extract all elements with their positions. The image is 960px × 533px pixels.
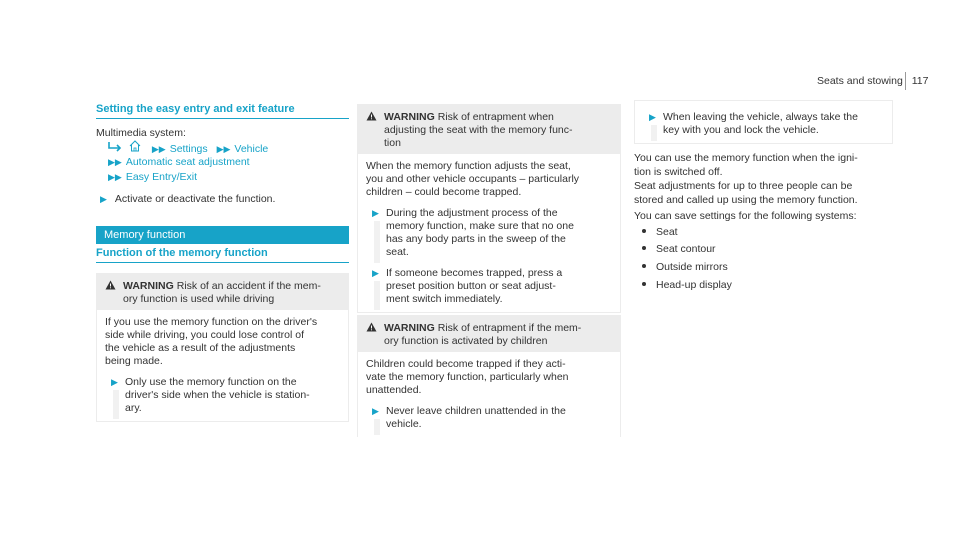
step-arrow-icon: ▶ xyxy=(372,268,379,278)
step-text: Only use the memory function on the xyxy=(125,376,297,388)
list-item xyxy=(642,242,716,256)
step-text: driver's side when the vehicle is station- xyxy=(125,389,310,401)
warning-text: the vehicle as a result of the adjustments xyxy=(105,342,296,354)
menu-settings[interactable]: Settings xyxy=(169,143,208,155)
warning-box-accident xyxy=(96,273,349,422)
chevron-right-icon: ▶▶ xyxy=(108,172,122,182)
step-bar xyxy=(374,221,380,263)
step-text: During the adjustment process of the xyxy=(386,207,558,219)
bullet-dot xyxy=(642,229,646,233)
menu-automatic-seat-adjustment[interactable]: Automatic seat adjustment xyxy=(125,156,250,168)
list-item xyxy=(642,225,678,239)
memory-intro xyxy=(634,151,858,207)
warning-title-cont: adjusting the seat with the memory func- xyxy=(384,124,573,136)
systems-intro: You can save settings for the following systems: xyxy=(634,210,857,222)
running-header xyxy=(817,74,928,88)
step-text: memory function, make sure that no one xyxy=(386,220,574,232)
menu-label: Multimedia system: xyxy=(96,127,186,139)
list-item-text: Seat xyxy=(656,226,678,238)
list-item-text: Outside mirrors xyxy=(656,261,728,273)
paragraph-line: You can use the memory function when the igni- xyxy=(634,152,858,164)
return-arrow-icon xyxy=(108,143,125,155)
warning-box-entrapment-adjusting xyxy=(357,104,621,313)
step-arrow-icon: ▶ xyxy=(649,112,656,122)
menu-easy-entry-exit[interactable]: Easy Entry/Exit xyxy=(125,171,198,183)
warning-header xyxy=(358,316,620,352)
warning-step xyxy=(105,376,340,415)
warning-title-cont: tion xyxy=(384,137,401,149)
chevron-right-icon: ▶▶ xyxy=(108,157,122,167)
menu-path-line-2 xyxy=(108,155,250,169)
warning-text: you and other vehicle occupants – particularly xyxy=(366,173,580,185)
warning-text: If you use the memory function on the driver's xyxy=(105,316,318,328)
warning-text: being made. xyxy=(105,355,163,367)
warning-title-cont: ory function is used while driving xyxy=(123,293,275,305)
list-item-text: Head-up display xyxy=(656,279,732,291)
step-arrow-icon: ▶ xyxy=(100,194,107,204)
activate-step xyxy=(96,192,275,206)
warning-label: WARNING xyxy=(384,322,435,334)
warning-text: children – could become trapped. xyxy=(366,186,522,198)
warning-triangle-icon xyxy=(105,280,116,294)
note-body xyxy=(635,101,892,143)
home-icon[interactable] xyxy=(129,143,144,155)
warning-header xyxy=(97,274,348,310)
list-item xyxy=(642,260,728,274)
step-bar xyxy=(374,281,380,310)
note-text: key with you and lock the vehicle. xyxy=(663,124,819,136)
warning-step xyxy=(366,267,612,306)
menu-vehicle[interactable]: Vehicle xyxy=(234,143,269,155)
warning-header xyxy=(358,105,620,154)
step-arrow-icon: ▶ xyxy=(372,406,379,416)
warning-step xyxy=(366,207,612,259)
warning-title: Risk of entrapment if the mem- xyxy=(437,322,582,334)
paragraph-line: tion is switched off. xyxy=(634,166,723,178)
activate-step-text: Activate or deactivate the function. xyxy=(114,193,276,205)
warning-triangle-icon xyxy=(366,111,377,125)
step-text: has any body parts in the sweep of the xyxy=(386,233,566,245)
step-bar xyxy=(113,390,119,419)
note-step xyxy=(643,111,884,137)
warning-title: Risk of an accident if the mem- xyxy=(176,280,321,292)
bullet-dot xyxy=(642,264,646,268)
warning-text: vate the memory function, particularly when xyxy=(366,371,569,383)
easy-entry-heading: Setting the easy entry and exit feature xyxy=(96,103,349,119)
step-arrow-icon: ▶ xyxy=(111,377,118,387)
paragraph-line: Seat adjustments for up to three people can be xyxy=(634,180,853,192)
list-item-text: Seat contour xyxy=(656,243,716,255)
warning-box-entrapment-children xyxy=(357,315,621,437)
warning-title-cont: ory function is activated by children xyxy=(384,335,548,347)
warning-label: WARNING xyxy=(384,111,435,123)
step-bar xyxy=(374,419,380,435)
paragraph-line: stored and called up using the memory function. xyxy=(634,194,858,206)
memory-function-heading: Function of the memory function xyxy=(96,247,349,263)
warning-text: Children could become trapped if they acti- xyxy=(366,358,566,370)
list-item xyxy=(642,278,732,292)
note-text: When leaving the vehicle, always take the xyxy=(663,111,858,123)
step-text: If someone becomes trapped, press a xyxy=(386,267,563,279)
section-title: Seats and stowing xyxy=(817,75,903,87)
step-text: preset position button or seat adjust- xyxy=(386,280,556,292)
chevron-right-icon: ▶▶ xyxy=(151,144,166,154)
step-text: Never leave children unattended in the xyxy=(386,405,566,417)
warning-label: WARNING xyxy=(123,280,174,292)
step-text: ary. xyxy=(125,402,142,414)
chevron-right-icon: ▶▶ xyxy=(216,144,231,154)
note-box xyxy=(634,100,893,144)
warning-text: side while driving, you could lose control of xyxy=(105,329,305,341)
warning-text: unattended. xyxy=(366,384,422,396)
memory-function-bar: Memory function xyxy=(96,226,349,244)
warning-body xyxy=(358,154,620,312)
warning-title: Risk of entrapment when xyxy=(437,111,554,123)
step-text: seat. xyxy=(386,246,409,258)
step-bar xyxy=(651,125,657,141)
step-arrow-icon: ▶ xyxy=(372,208,379,218)
step-text: ment switch immediately. xyxy=(386,293,503,305)
menu-path-line-3 xyxy=(108,170,197,184)
page-number: 117 xyxy=(911,75,929,87)
bullet-dot xyxy=(642,246,646,250)
warning-triangle-icon xyxy=(366,322,377,336)
step-text: vehicle. xyxy=(386,418,422,430)
menu-path-line-1 xyxy=(108,140,268,156)
warning-body xyxy=(358,352,620,437)
bullet-dot xyxy=(642,282,646,286)
warning-text: When the memory function adjusts the seat, xyxy=(366,160,571,172)
header-rule xyxy=(905,72,906,90)
warning-body xyxy=(97,310,348,421)
warning-step xyxy=(366,405,612,431)
